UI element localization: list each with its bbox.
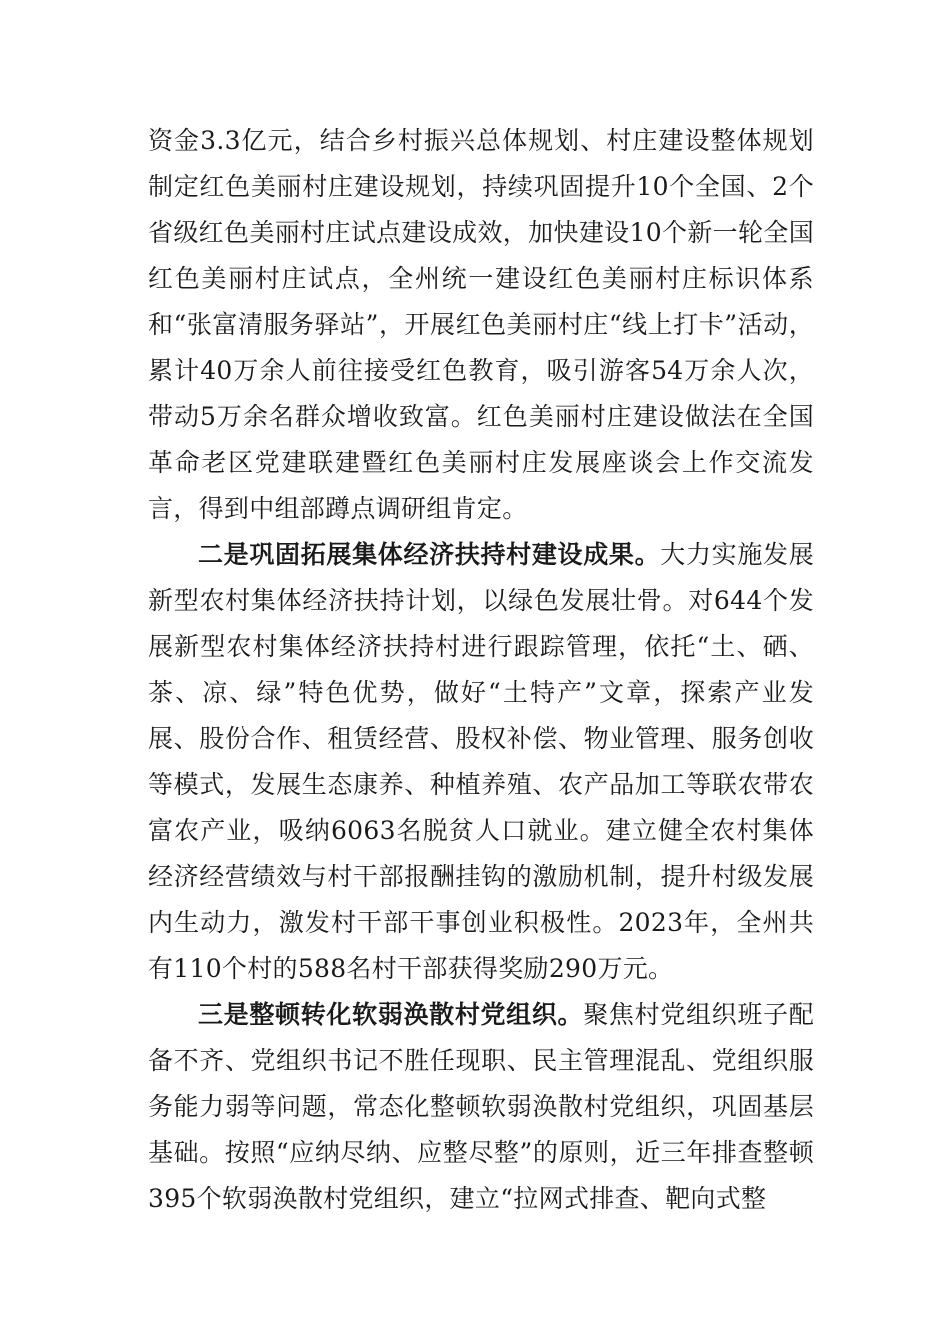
document-body xyxy=(148,118,814,1222)
paragraph-2 xyxy=(148,532,814,992)
paragraph-2-text: 大力实施发展新型农村集体经济扶持计划，以绿色发展壮骨。对644个发展新型农村集体经济扶持村进行跟踪管理，依托“土、硒、茶、凉、绿”特色优势，做好“土特产”文章，探索产业发展、股份合作、租赁经营、股权补偿、物业管理、服务创收等模式，发展生态康养、种植养殖、农产品加工等联农带农富农产业，吸纳6063名脱贫人口就业。建立健全农村集体经济经营绩效与村干部报酬挂钩的激励机制，提升村级发展内生动力，激发村干部干事创业积极性。2023年，全州共有110个村的588名村干部获得奖励290万元。 xyxy=(148,540,814,983)
paragraph-3 xyxy=(148,992,814,1222)
paragraph-2-lead: 二是巩固拓展集体经济扶持村建设成果。 xyxy=(198,540,661,569)
paragraph-3-text: 聚焦村党组织班子配备不齐、党组织书记不胜任现职、民主管理混乱、党组织服务能力弱等问题，常态化整顿软弱涣散村党组织，巩固基层基础。按照“应纳尽纳、应整尽整”的原则，近三年排查整顿395个软弱涣散村党组织，建立“拉网式排查、靶向式整 xyxy=(148,1000,814,1213)
paragraph-3-lead: 三是整顿转化软弱涣散村党组织。 xyxy=(198,1000,584,1029)
paragraph-1 xyxy=(148,118,814,532)
paragraph-1-text: 资金3.3亿元，结合乡村振兴总体规划、村庄建设整体规划制定红色美丽村庄建设规划，持续巩固提升10个全国、2个省级红色美丽村庄试点建设成效，加快建设10个新一轮全国红色美丽村庄试点，全州统一建设红色美丽村庄标识体系和“张富清服务驿站”，开展红色美丽村庄“线上打卡”活动，累计40万余人前往接受红色教育，吸引游客54万余人次，带动5万余名群众增收致富。红色美丽村庄建设做法在全国革命老区党建联建暨红色美丽村庄发展座谈会上作交流发言，得到中组部蹲点调研组肯定。 xyxy=(148,126,814,523)
